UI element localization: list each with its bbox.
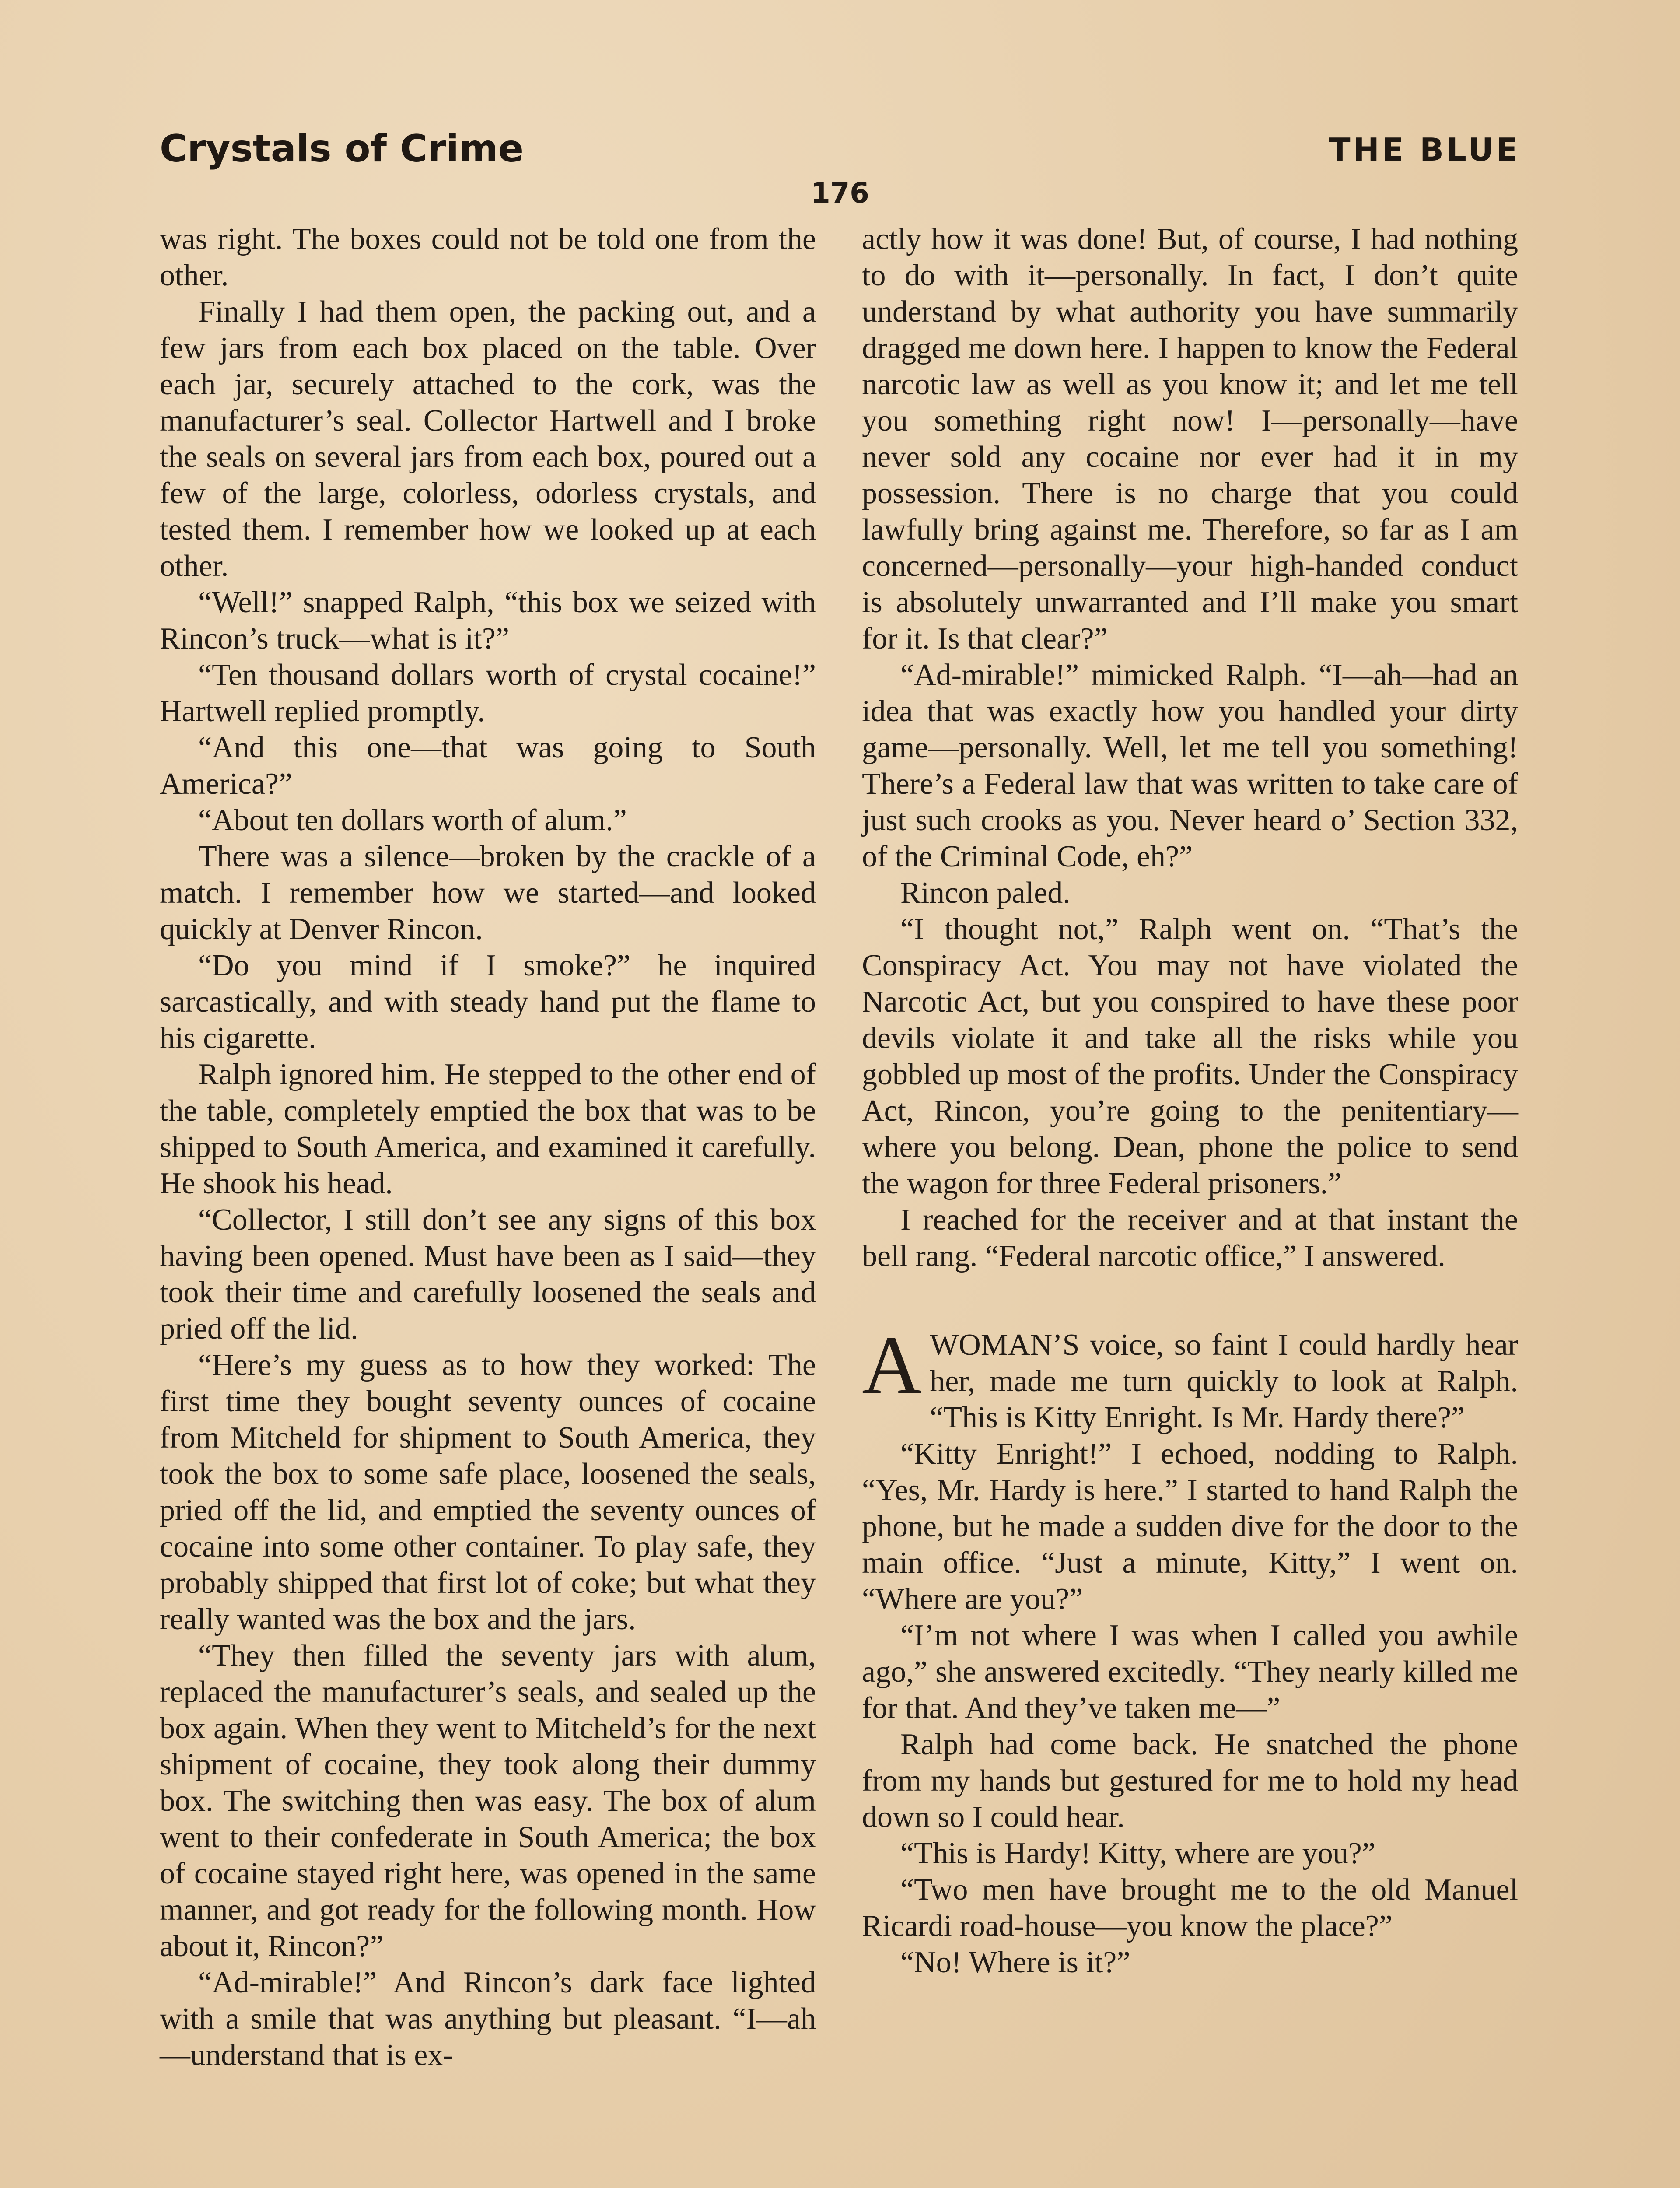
magazine-title-header: THE BLUE bbox=[1329, 131, 1520, 168]
paragraph: I reached for the receiver and at that instant the bell rang. “Federal narcotic office,” I answered. bbox=[862, 1203, 1518, 1273]
paragraph: There was a silence—broken by the crackle of a match. I remember how we started—and looked quickly at Denver Rincon. bbox=[160, 840, 816, 946]
paragraph: “Do you mind if I smoke?” he inquired sarcastically, and with steady hand put the flame to his cigarette. bbox=[160, 949, 816, 1055]
section-opening-paragraph bbox=[862, 1319, 1518, 1436]
paragraph: Rincon paled. bbox=[900, 876, 1071, 910]
right-text-column bbox=[862, 221, 1518, 1981]
page-number: 176 bbox=[811, 177, 869, 210]
section-break bbox=[862, 1274, 1518, 1327]
paragraph: “And this one—that was going to South America?” bbox=[160, 731, 816, 801]
paragraph: Ralph had come back. He snatched the phone from my hands but gestured for me to hold my head down so I could hear. bbox=[862, 1728, 1518, 1834]
paragraph: Ralph ignored him. He stepped to the other end of the table, completely emptied the box that was to be shipped to South America, and examined it carefully. He shook his head. bbox=[160, 1058, 816, 1200]
left-text-column bbox=[160, 221, 816, 2073]
paragraph: “Ten thousand dollars worth of crystal cocaine!” Hartwell replied promptly. bbox=[160, 658, 816, 728]
paragraph: “Two men have brought me to the old Manuel Ricardi road-house—you know the place?” bbox=[862, 1873, 1518, 1943]
paragraph: “About ten dollars worth of alum.” bbox=[198, 803, 627, 837]
paragraph: “Kitty Enright!” I echoed, nodding to Ralph. “Yes, Mr. Hardy is here.” I started to hand Ralph the phone, but he made a sudden dive for the door to the main office. “Just a minute, Kitty,” I went on. “Where are you?” bbox=[862, 1437, 1518, 1616]
paragraph: “I thought not,” Ralph went on. “That’s the Conspiracy Act. You may not have violated the Narcotic Act, but you conspired to have these poor devils violate it and take all the risks while you gobbled up most of the profits. Under the Conspiracy Act, Rincon, you’re going to the penitentiary—where you belong. Dean, phone the police to send the wagon for three Federal prisoners.” bbox=[862, 912, 1518, 1200]
paragraph: Finally I had them open, the packing out, and a few jars from each box placed on the table. Over each jar, securely attached to the cork, was the manufacturer’s seal. Collector Hartwell and I broke the seals on several jars from each box, poured out a few of the large, colorless, odorless crystals, and tested them. I remember how we looked up at each other. bbox=[160, 295, 816, 583]
paragraph: was right. The boxes could not be told one from the other. bbox=[160, 222, 816, 292]
paragraph: “I’m not where I was when I called you awhile ago,” she answered excitedly. “They nearly killed me for that. And they’ve taken me—” bbox=[862, 1619, 1518, 1725]
paragraph: “Ad-mirable!” And Rincon’s dark face lighted with a smile that was anything but pleasant. “I—ah—understand that is ex- bbox=[160, 1966, 816, 2072]
drop-cap: A bbox=[862, 1319, 922, 1411]
paragraph: “Ad-mirable!” mimicked Ralph. “I—ah—had an idea that was exactly how you handled your dirty game—personally. Well, let me tell you something! There’s a Federal law that was written to take care of just such crooks as you. Never heard o’ Section 332, of the Criminal Code, eh?” bbox=[862, 658, 1518, 873]
paragraph: “No! Where is it?” bbox=[900, 1946, 1130, 1979]
opening-text: WOMAN’S voice, so faint I could hardly hear her, made me turn quickly to look at Ralph. “This is Kitty Enright. Is Mr. Hardy there?” bbox=[930, 1328, 1518, 1434]
paragraph: “Collector, I still don’t see any signs of this box having been opened. Must have been as I said—they took their time and carefully loosened the seals and pried off the lid. bbox=[160, 1203, 816, 1346]
paragraph: “They then filled the seventy jars with alum, replaced the manufacturer’s seals, and sealed up the box again. When they went to Mitcheld’s for the next shipment of cocaine, they took along their dummy box. The switching then was easy. The box of alum went to their confederate in South America; the box of cocaine stayed right here, was opened in the same manner, and got ready for the following month. How about it, Rincon?” bbox=[160, 1639, 816, 1963]
paragraph: “This is Hardy! Kitty, where are you?” bbox=[900, 1837, 1376, 1870]
paragraph: “Well!” snapped Ralph, “this box we seized with Rincon’s truck—what is it?” bbox=[160, 586, 816, 656]
paragraph: actly how it was done! But, of course, I had nothing to do with it—personally. In fact, I don’t quite understand by what authority you have summarily dragged me down here. I happen to know the Federal narcotic law as well as you know it; and let me tell you something right now! I—personally—have never sold any cocaine nor ever had it in my possession. There is no charge that you could lawfully bring against me. Therefore, so far as I am concerned—personally—your high-handed conduct is absolutely unwarranted and I’ll make you smart for it. Is that clear?” bbox=[862, 222, 1518, 656]
story-title-header: Crystals of Crime bbox=[160, 127, 524, 171]
paragraph: “Here’s my guess as to how they worked: The first time they bought seventy ounces of cocaine from Mitcheld for shipment to South America, they took the box to some safe place, loosened the seals, pried off the lid, and emptied the seventy ounces of cocaine into some other container. To play safe, they probably shipped that first lot of coke; but what they really wanted was the box and the jars. bbox=[160, 1348, 816, 1636]
